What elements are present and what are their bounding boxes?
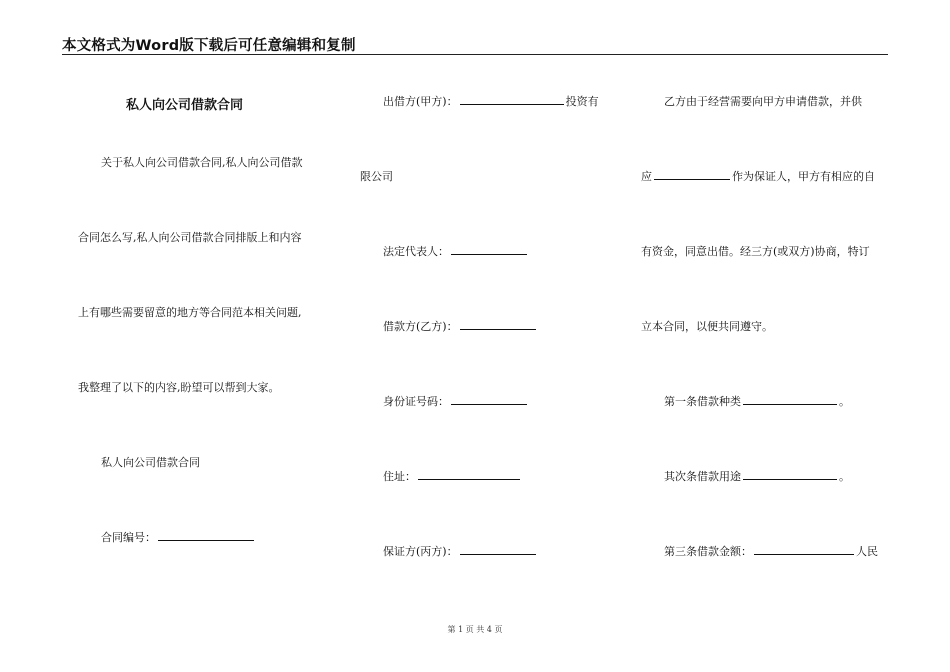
contract-number-blank	[158, 530, 254, 541]
intro-line-3: 上有哪些需要留意的地方等合同范本相关问题,	[78, 306, 302, 319]
intro-line-2: 合同怎么写,私人向公司借款合同排版上和内容	[78, 231, 302, 244]
contract-number-label: 合同编号：	[101, 531, 156, 544]
article-2-label: 其次条借款用途	[664, 470, 741, 483]
article-1-label: 第一条借款种类	[664, 395, 741, 408]
lender-line	[383, 93, 599, 109]
borrower-blank	[460, 319, 536, 330]
intro-line-4: 我整理了以下的内容,盼望可以帮到大家。	[78, 381, 280, 394]
article-2-end: 。	[839, 470, 850, 483]
article-3-label: 第三条借款金额：	[664, 545, 752, 558]
legal-rep-line	[383, 243, 529, 259]
article-2-line	[664, 468, 850, 484]
clause-line-2-post: 作为保证人，甲方有相应的自	[732, 170, 875, 183]
article-3-line	[664, 543, 878, 559]
lender-suffix: 投资有	[565, 95, 599, 108]
lender-label: 出借方(甲方)：	[383, 95, 458, 108]
guarantor-line	[383, 543, 538, 559]
address-line	[383, 468, 522, 484]
clause-line-4: 立本合同，以便共同遵守。	[641, 320, 773, 333]
clause-line-1: 乙方由于经营需要向甲方申请借款，并供	[664, 95, 862, 108]
document-header: 本文格式为Word版下载后可任意编辑和复制	[62, 38, 356, 54]
contract-subtitle: 私人向公司借款合同	[101, 456, 200, 469]
contract-number-line	[101, 529, 256, 545]
clause-line-2-pre: 应	[641, 170, 652, 183]
id-number-label: 身份证号码：	[383, 395, 449, 408]
guarantor-blank	[460, 544, 536, 555]
legal-rep-label: 法定代表人：	[383, 245, 449, 258]
document-title: 私人向公司借款合同	[126, 98, 244, 113]
clause-line-3: 有资金，同意出借。经三方(或双方)协商，特订	[641, 245, 870, 258]
lender-blank	[460, 94, 564, 105]
guarantor-label: 保证方(丙方)：	[383, 545, 458, 558]
id-number-blank	[451, 394, 527, 405]
article-3-end: 人民	[856, 545, 878, 558]
article-1-blank	[743, 394, 837, 405]
intro-line-1: 关于私人向公司借款合同,私人向公司借款	[101, 156, 303, 169]
lender-continuation: 限公司	[360, 170, 393, 183]
page-footer: 第 1 页 共 4 页	[447, 625, 503, 634]
article-2-blank	[743, 469, 837, 480]
address-label: 住址：	[383, 470, 416, 483]
address-blank	[418, 469, 520, 480]
clause-line-2	[641, 168, 875, 184]
guarantor-name-blank	[654, 169, 730, 180]
borrower-label: 借款方(乙方)：	[383, 320, 458, 333]
borrower-line	[383, 318, 538, 334]
id-number-line	[383, 393, 529, 409]
header-rule	[62, 54, 888, 55]
legal-rep-blank	[451, 244, 527, 255]
article-3-blank	[754, 544, 854, 555]
article-1-end: 。	[839, 395, 850, 408]
article-1-line	[664, 393, 850, 409]
